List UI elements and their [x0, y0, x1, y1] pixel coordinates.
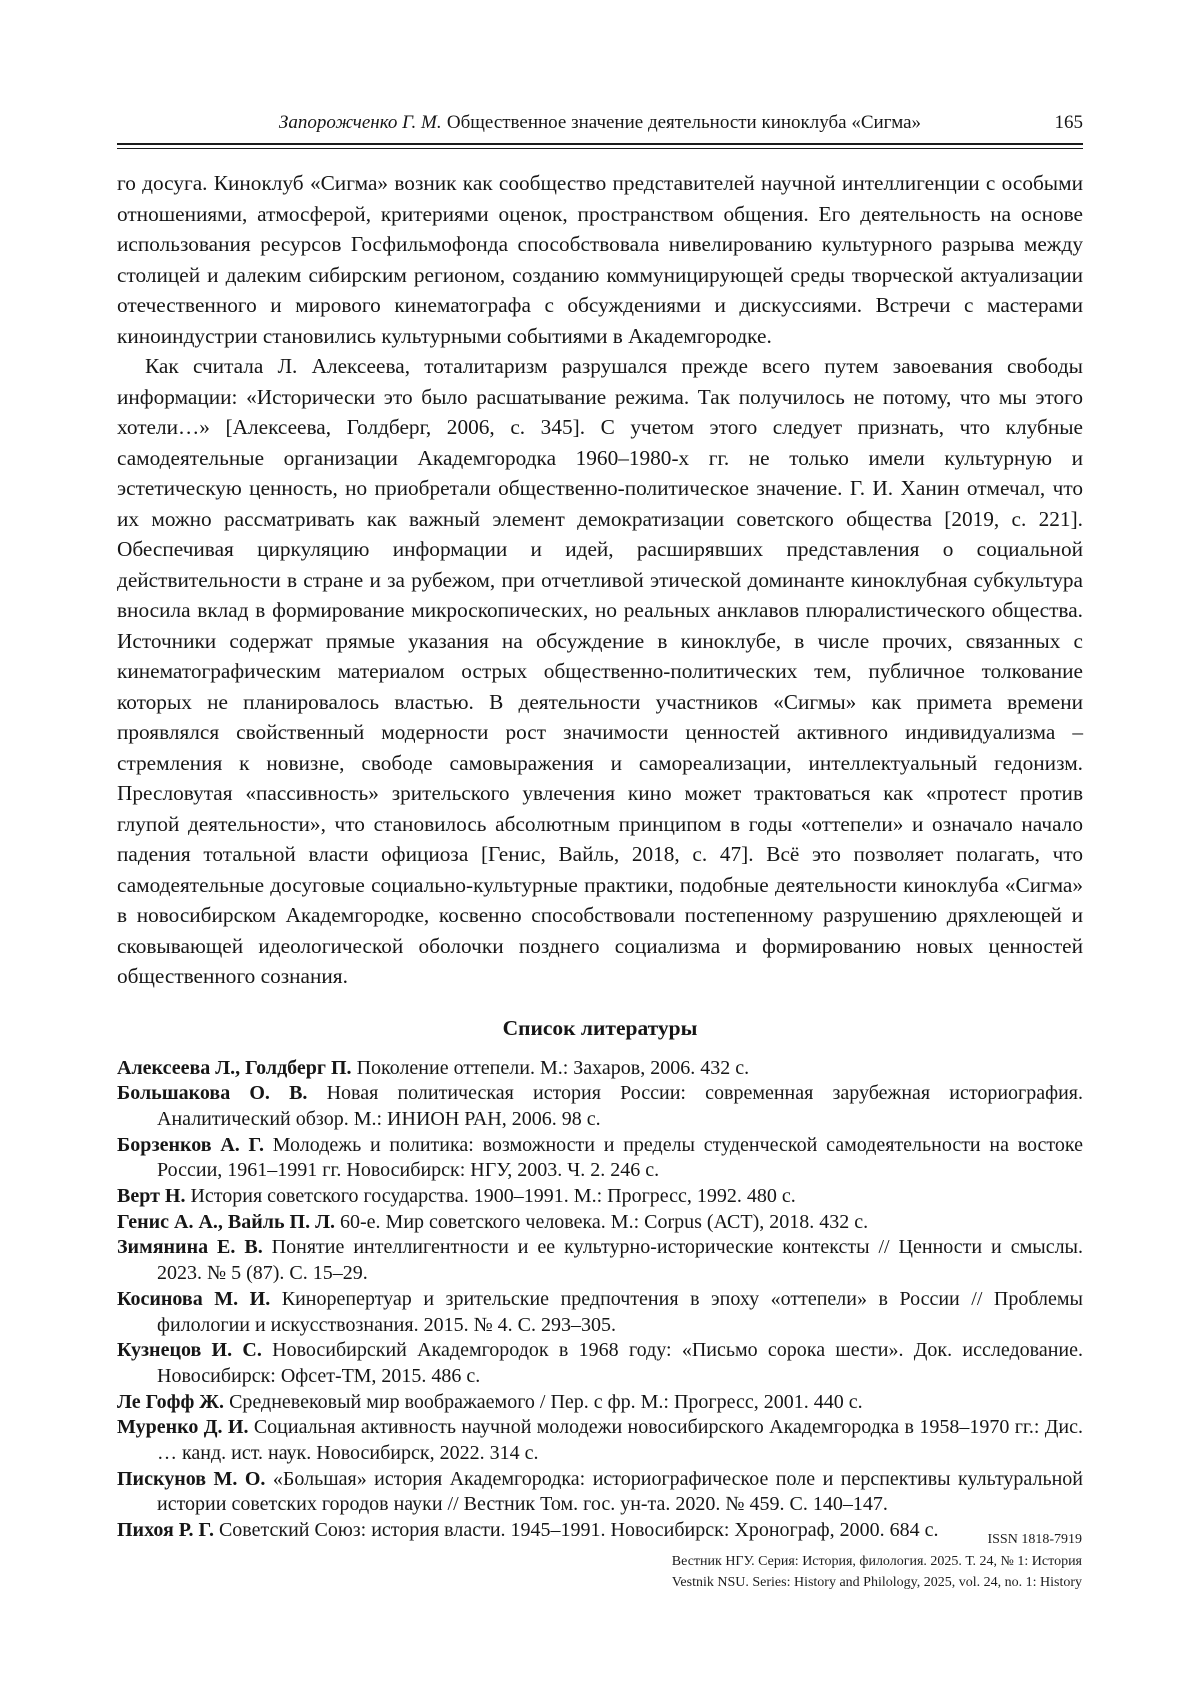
reference-item: [117, 1287, 1083, 1338]
footer-journal-en: Vestnik NSU. Series: History and Philology, 2025, vol. 24, no. 1: History: [671, 1575, 1082, 1590]
reference-authors: Пискунов М. О.: [117, 1467, 266, 1490]
reference-authors: Пихоя Р. Г.: [117, 1519, 214, 1542]
reference-text: Новосибирский Академгородок в 1968 году: «Письмо сорока шести». Док. исследование. Новосибирск: Офсет-ТМ, 2015. 486 с.: [157, 1339, 1083, 1387]
reference-text: Новая политическая история России: современная зарубежная историография. Аналитический обзор. М.: ИНИОН РАН, 2006. 98 с.: [157, 1082, 1083, 1130]
reference-text: «Большая» история Академгородка: историографическое поле и перспективы культуральной истории советских городов науки // Вестник Том. гос. ун-та. 2020. № 459. С. 140–147.: [157, 1467, 1083, 1516]
reference-authors: Муренко Д. И.: [117, 1416, 249, 1439]
footer-issn: ISSN 1818-7919: [987, 1532, 1082, 1547]
reference-text: Поколение оттепели. М.: Захаров, 2006. 432 с.: [351, 1056, 750, 1079]
body-paragraph-1: го досуга. Киноклуб «Сигма» возник как сообщество представителей научной интеллигенции с особыми отношениями, атмосферой, критериями оценок, пространством общения. Его деятельность на основе использования ресурсов Госфильмофонда способствовала нивелированию культурного разрыва между столицей и далеким сибирским регионом, созданию коммуницирующей среды творческой актуализации отечественного и мирового кинематографа с обсуждениями и дискуссиями. Встречи с мастерами киноиндустрии становились культурными событиями в Академгородке.: [117, 171, 1083, 348]
header-double-rule: [117, 143, 1083, 149]
reference-authors: Косинова М. И.: [117, 1287, 271, 1310]
reference-text: Средневековый мир воображаемого / Пер. с фр. М.: Прогресс, 2001. 440 с.: [224, 1390, 863, 1413]
page-number: 165: [1054, 112, 1083, 133]
reference-text: Социальная активность научной молодежи новосибирского Академгородка в 1958–1970 гг.: Дис. … канд. ист. наук. Новосибирск, 2022. 314 с.: [157, 1416, 1083, 1465]
reference-item: [117, 1467, 1083, 1518]
footer-journal-ru: Вестник НГУ. Серия: История, филология. 2025. Т. 24, № 1: История: [671, 1553, 1082, 1569]
reference-text: Молодежь и политика: возможности и пределы студенческой самодеятельности на востоке России, 1961–1991 гг. Новосибирск: НГУ, 2003. Ч. 2. 246 с.: [157, 1133, 1083, 1182]
text-block: [117, 0, 1083, 1544]
references-heading: Список литературы: [502, 1015, 698, 1040]
reference-authors: Большакова О. В.: [117, 1082, 308, 1105]
article-body: [117, 168, 1083, 1544]
running-head-text: [117, 110, 1083, 136]
reference-authors: Борзенков А. Г.: [117, 1133, 265, 1156]
reference-authors: Ле Гофф Ж.: [117, 1390, 225, 1413]
running-head: [117, 110, 1083, 136]
reference-item: [117, 1390, 1083, 1416]
running-head-author: Запорожченко Г. М.: [278, 112, 442, 133]
reference-authors: Генис А. А., Вайль П. Л.: [117, 1210, 336, 1233]
reference-item: [117, 1184, 1083, 1210]
reference-text: 60-е. Мир советского человека. М.: Corpus (АСТ), 2018. 432 с.: [335, 1210, 869, 1233]
reference-authors: Зимянина Е. В.: [117, 1236, 263, 1259]
references-list: [117, 1056, 1083, 1544]
reference-item: [117, 1133, 1083, 1184]
reference-item: [117, 1235, 1083, 1286]
reference-text: Кинорепертуар и зрительские предпочтения в эпоху «оттепели» в России // Проблемы филологии и искусствознания. 2015. № 4. С. 293–305.: [157, 1287, 1083, 1336]
reference-item: [117, 1081, 1083, 1132]
reference-text: История советского государства. 1900–1991. М.: Прогресс, 1992. 480 с.: [185, 1185, 796, 1208]
running-head-title: Общественное значение деятельности киноклуба «Сигма»: [446, 112, 922, 133]
body-paragraph-2: Как считала Л. Алексеева, тоталитаризм разрушался прежде всего путем завоевания свободы информации: «Исторически это было расшатывание режима. Так получилось не потому, что мы этого хотели…» [Алексеева, Голдберг, 2006, с. 345]. С учетом этого следует признать, что клубные самодеятельные организации Академгородка 1960–1980-х гг. не только имели культурную и эстетическую ценность, но приобретали общественно-политическое значение. Г. И. Ханин отмечал, что их можно рассматривать как важный элемент демократизации советского общества [2019, с. 221]. Обеспечивая циркуляцию информации и идей, расширявших представления о социальной действительности в стране и за рубежом, при отчетливой этической доминанте киноклубная субкультура вносила вклад в формирование микроскопических, но реальных анклавов плюралистического общества. Источники содержат прямые указания на обсуждение в киноклубе, в числе прочих, связанных с кинематографическим материалом острых общественно-политических тем, публичное толкование которых не планировалось властью. В деятельности участников «Сигмы» как примета времени проявлялся свойственный модерности рост значимости ценностей активного индивидуализма – стремления к новизне, свободе самовыражения и самореализации, интеллектуальный гедонизм. Пресловутая «пассивность» зрительского увлечения кино может трактоваться как «протест против глупой деятельности», что становилось абсолютным принципом в годы «оттепели» и означало начало падения тотальной власти официоза [Генис, Вайль, 2018, с. 47]. Всё это позволяет полагать, что самодеятельные досуговые социально-культурные практики, подобные деятельности киноклуба «Сигма» в новосибирском Академгородке, косвенно способствовали постепенному разрушению дряхлеющей и сковывающей идеологической оболочки позднего социализма и формированию новых ценностей общественного сознания.: [117, 354, 1083, 988]
reference-item: [117, 1415, 1083, 1466]
reference-authors: Алексеева Л., Голдберг П.: [117, 1056, 352, 1079]
reference-text: Понятие интеллигентности и ее культурно-исторические контексты // Ценности и смыслы. 2023. № 5 (87). С. 15–29.: [157, 1236, 1083, 1285]
reference-item: [117, 1338, 1083, 1389]
reference-text: Советский Союз: история власти. 1945–1991. Новосибирск: Хронограф, 2000. 684 с.: [213, 1519, 939, 1542]
reference-item: [117, 1056, 1083, 1082]
page-footer: [672, 1529, 1082, 1594]
reference-authors: Кузнецов И. С.: [117, 1339, 262, 1362]
reference-item: [117, 1210, 1083, 1236]
reference-authors: Верт Н.: [117, 1185, 186, 1208]
